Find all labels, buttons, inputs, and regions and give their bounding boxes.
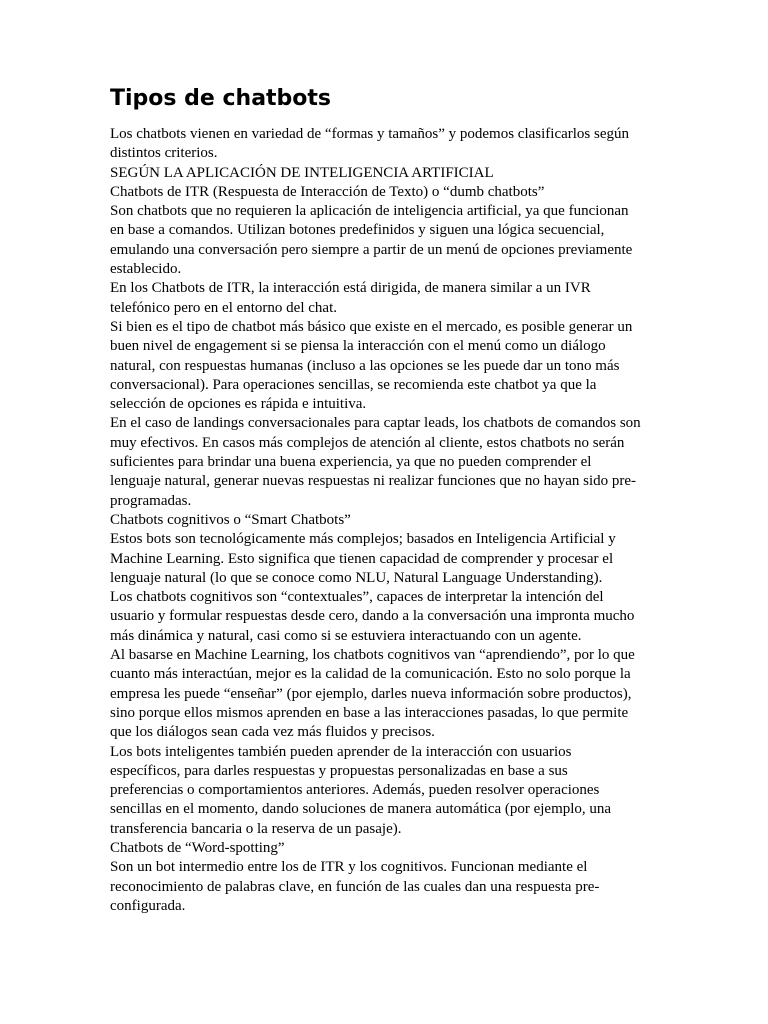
paragraph	[110, 646, 666, 742]
text-line: selección de opciones es rápida e intuitiva.	[110, 396, 367, 413]
text-line: Los chatbots vienen en variedad de “formas y tamaños” y podemos clasificarlos según	[110, 126, 630, 142]
text-line: Chatbots cognitivos o “Smart Chatbots”	[110, 511, 351, 528]
text-line: Machine Learning. Esto significa que tienen capacidad de comprender y procesar el	[110, 550, 614, 567]
text-line: específicos, para darles respuestas y propuestas personalizadas en base a sus	[110, 762, 568, 779]
paragraph	[110, 858, 666, 916]
text-line: reconocimiento de palabras clave, en función de las cuales dan una respuesta pre-	[110, 878, 600, 895]
text-line: usuario y formular respuestas desde cero, dando a la conversación una impronta mucho	[110, 608, 635, 625]
text-line: Chatbots de ITR (Respuesta de Interacción de Texto) o “dumb chatbots”	[110, 183, 545, 200]
text-line: transferencia bancaria o la reserva de un pasaje).	[110, 820, 402, 837]
paragraph	[110, 164, 666, 183]
text-line: muy efectivos. En casos más complejos de atención al cliente, estos chatbots no serán	[110, 434, 625, 451]
text-line: distintos criterios.	[110, 145, 218, 162]
text-line: buen nivel de engagement si se piensa la interacción con el menú como un diálogo	[110, 338, 606, 355]
text-line: telefónico pero en el entorno del chat.	[110, 299, 337, 316]
paragraph	[110, 318, 666, 414]
paragraph	[110, 511, 666, 530]
text-line: Los bots inteligentes también pueden aprender de la interacción con usuarios	[110, 743, 572, 760]
text-line: emulando una conversación pero siempre a partir de un menú de opciones previamente	[110, 241, 633, 258]
text-line: preferencias o comportamientos anteriores. Además, pueden resolver operaciones	[110, 782, 600, 799]
paragraph	[110, 125, 666, 164]
text-line: empresa les puede “enseñar” (por ejemplo, darles nueva información sobre productos),	[110, 685, 632, 702]
paragraph	[110, 530, 666, 588]
text-line: Si bien es el tipo de chatbot más básico que existe en el mercado, es posible generar un	[110, 318, 633, 335]
text-line: Los chatbots cognitivos son “contextuales”, capaces de interpretar la intención del	[110, 589, 604, 606]
text-line: programadas.	[110, 492, 192, 509]
text-line: más dinámica y natural, casi como si se estuviera interactuando con un agente.	[110, 627, 582, 644]
text-line: configurada.	[110, 897, 186, 914]
text-line: En el caso de landings conversacionales para captar leads, los chatbots de comandos son	[110, 415, 641, 432]
text-line: que los diálogos sean cada vez más fluidos y precisos.	[110, 724, 435, 741]
text-line: en base a comandos. Utilizan botones predefinidos y siguen una lógica secuencial,	[110, 222, 605, 239]
text-line: lenguaje natural (lo que se conoce como NLU, Natural Language Understanding).	[110, 569, 603, 586]
text-line: Al basarse en Machine Learning, los chatbots cognitivos van “aprendiendo”, por lo que	[110, 647, 635, 664]
paragraph	[110, 414, 666, 510]
text-line: Estos bots son tecnológicamente más complejos; basados en Inteligencia Artificial y	[110, 531, 616, 548]
text-line: En los Chatbots de ITR, la interacción está dirigida, de manera similar a un IVR	[110, 280, 591, 297]
text-line: Son chatbots que no requieren la aplicación de inteligencia artificial, ya que funcionan	[110, 203, 629, 220]
text-line: cuanto más interactúan, mejor es la calidad de la comunicación. Esto no solo porque la	[110, 666, 631, 683]
paragraph	[110, 588, 666, 646]
text-line: establecido.	[110, 261, 182, 278]
document-body	[110, 125, 666, 916]
text-line: Son un bot intermedio entre los de ITR y los cognitivos. Funcionan mediante el	[110, 859, 588, 876]
text-line: SEGÚN LA APLICACIÓN DE INTELIGENCIA ARTIFICIAL	[110, 164, 494, 181]
text-line: natural, con respuestas humanas (incluso a las opciones se les puede dar un tono más	[110, 357, 620, 374]
text-line: lenguaje natural, generar nuevas respuestas ni realizar funciones que no hayan sido pre-	[110, 473, 637, 490]
paragraph	[110, 743, 666, 839]
text-line: sencillas en el momento, dando soluciones de manera automática (por ejemplo, una	[110, 801, 612, 818]
paragraph	[110, 183, 666, 202]
paragraph	[110, 279, 666, 318]
text-line: conversacional). Para operaciones sencillas, se recomienda este chatbot ya que la	[110, 376, 597, 393]
text-line: suficientes para brindar una buena experiencia, ya que no pueden comprender el	[110, 454, 592, 471]
text-line: Chatbots de “Word-spotting”	[110, 839, 285, 856]
paragraph	[110, 839, 666, 858]
paragraph	[110, 202, 666, 279]
text-line: sino porque ellos mismos aprenden en base a las interacciones pasadas, lo que permite	[110, 704, 629, 721]
page-title: Tipos de chatbots	[110, 86, 332, 111]
